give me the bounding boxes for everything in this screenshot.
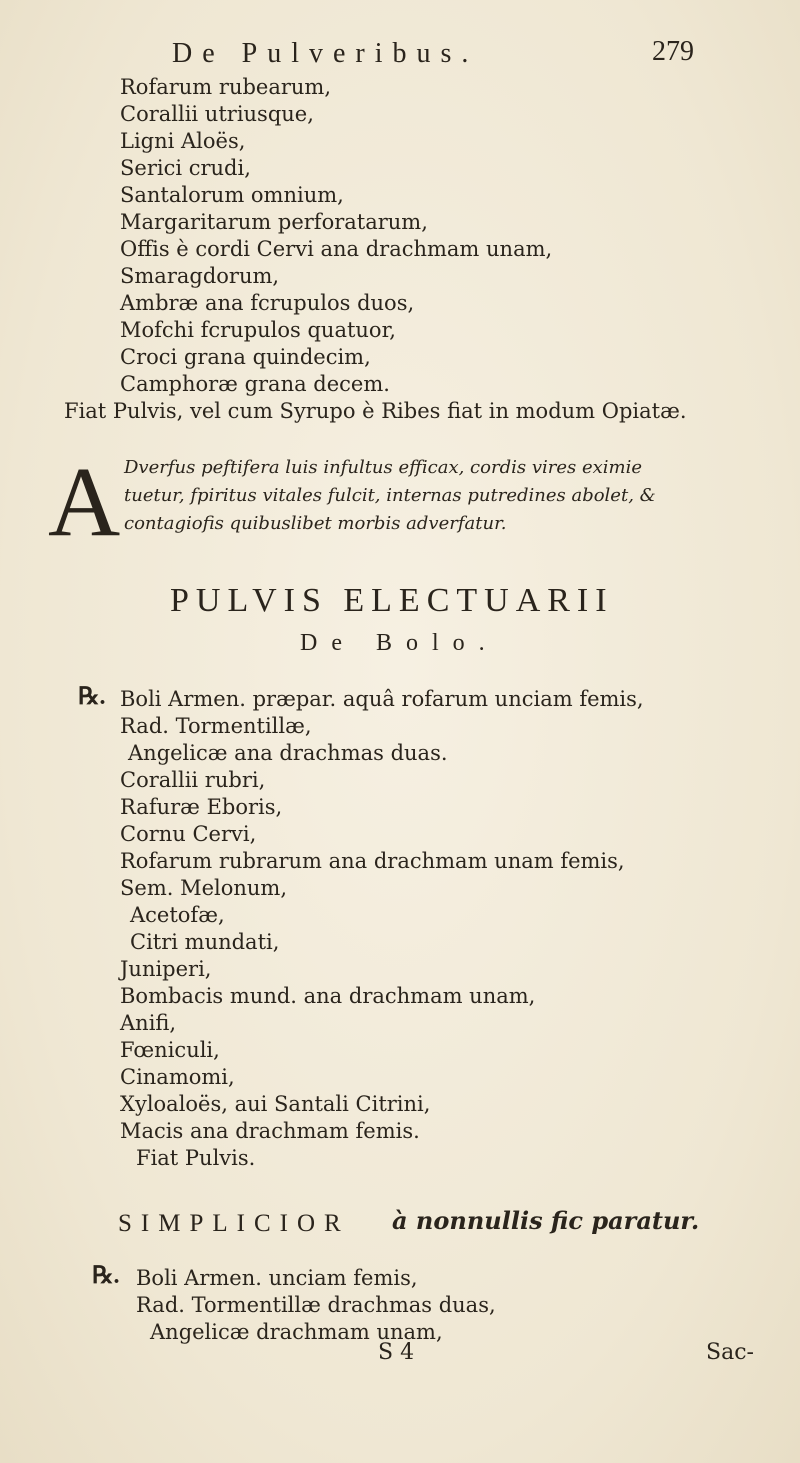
recipe-line: Angelicæ drachmam unam, — [150, 1320, 443, 1344]
recipe-symbol: ℞. — [92, 1263, 120, 1289]
section-title-caps: SIMPLICIOR — [118, 1210, 350, 1237]
recipe-line: Rad. Tormentillæ drachmas duas, — [136, 1293, 496, 1317]
recipe-line: Ambræ ana fcrupulos duos, — [120, 291, 415, 315]
recipe-line: Rad. Tormentillæ, — [120, 714, 312, 738]
recipe-line: Rafuræ Eboris, — [120, 795, 283, 819]
recipe-line: Serici crudi, — [120, 156, 251, 180]
drop-cap: A — [48, 446, 121, 557]
recipe-line: Fœniculi, — [120, 1038, 220, 1062]
recipe-line: Boli Armen. præpar. aquâ rofarum unciam femis, — [120, 687, 644, 711]
recipe-line: Anifi, — [120, 1011, 177, 1035]
note-line: Dverfus peftifera luis infultus efficax, cordis vires eximie — [124, 457, 642, 478]
note-line: contagiofis quibuslibet morbis adverfatur. — [124, 513, 507, 534]
recipe-line: Sem. Melonum, — [120, 876, 288, 900]
recipe-line: Angelicæ ana drachmas duas. — [128, 741, 448, 765]
section-title-italic: à nonnullis fic paratur. — [392, 1206, 700, 1235]
recipe-line: Corallii rubri, — [120, 768, 266, 792]
note-line: tuetur, fpiritus vitales fulcit, internas putredines abolet, & — [124, 485, 656, 506]
recipe-line: Cornu Cervi, — [120, 822, 257, 846]
recipe-line: Acetofæ, — [130, 903, 225, 927]
recipe-line: Fiat Pulvis. — [136, 1146, 256, 1170]
catchword: Sac- — [706, 1340, 754, 1365]
recipe-line: Rofarum rubearum, — [120, 75, 332, 99]
recipe-line: Croci grana quindecim, — [120, 345, 371, 369]
recipe-line: Rofarum rubrarum ana drachmam unam femis, — [120, 849, 625, 873]
recipe-line: Corallii utriusque, — [120, 102, 314, 126]
recipe-line: Mofchi fcrupulos quatuor, — [120, 318, 396, 342]
signature-mark: S 4 — [378, 1340, 415, 1365]
recipe-line: Macis ana drachmam femis. — [120, 1119, 420, 1143]
recipe-line: Offis è cordi Cervi ana drachmam unam, — [120, 237, 553, 261]
page-number: 279 — [652, 36, 694, 67]
recipe-line: Bombacis mund. ana drachmam unam, — [120, 984, 536, 1008]
recipe-line: Xyloaloës, aui Santali Citrini, — [120, 1092, 431, 1116]
recipe-line: Camphoræ grana decem. — [120, 372, 390, 396]
fiat-line: Fiat Pulvis, vel cum Syrupo è Ribes fiat in modum Opiatæ. — [64, 399, 687, 423]
section-title: PULVIS ELECTUARII — [170, 582, 614, 619]
recipe-line: Cinamomi, — [120, 1065, 235, 1089]
recipe-line: Citri mundati, — [130, 930, 280, 954]
recipe-line: Boli Armen. unciam femis, — [136, 1266, 418, 1290]
section-subtitle: De Bolo. — [300, 630, 499, 656]
recipe-line: Smaragdorum, — [120, 264, 280, 288]
recipe-line: Santalorum omnium, — [120, 183, 344, 207]
recipe-line: Margaritarum perforatarum, — [120, 210, 428, 234]
recipe-line: Ligni Aloës, — [120, 129, 246, 153]
recipe-line: Juniperi, — [120, 957, 212, 981]
running-head: De Pulveribus. — [172, 38, 479, 69]
recipe-symbol: ℞. — [78, 684, 106, 710]
